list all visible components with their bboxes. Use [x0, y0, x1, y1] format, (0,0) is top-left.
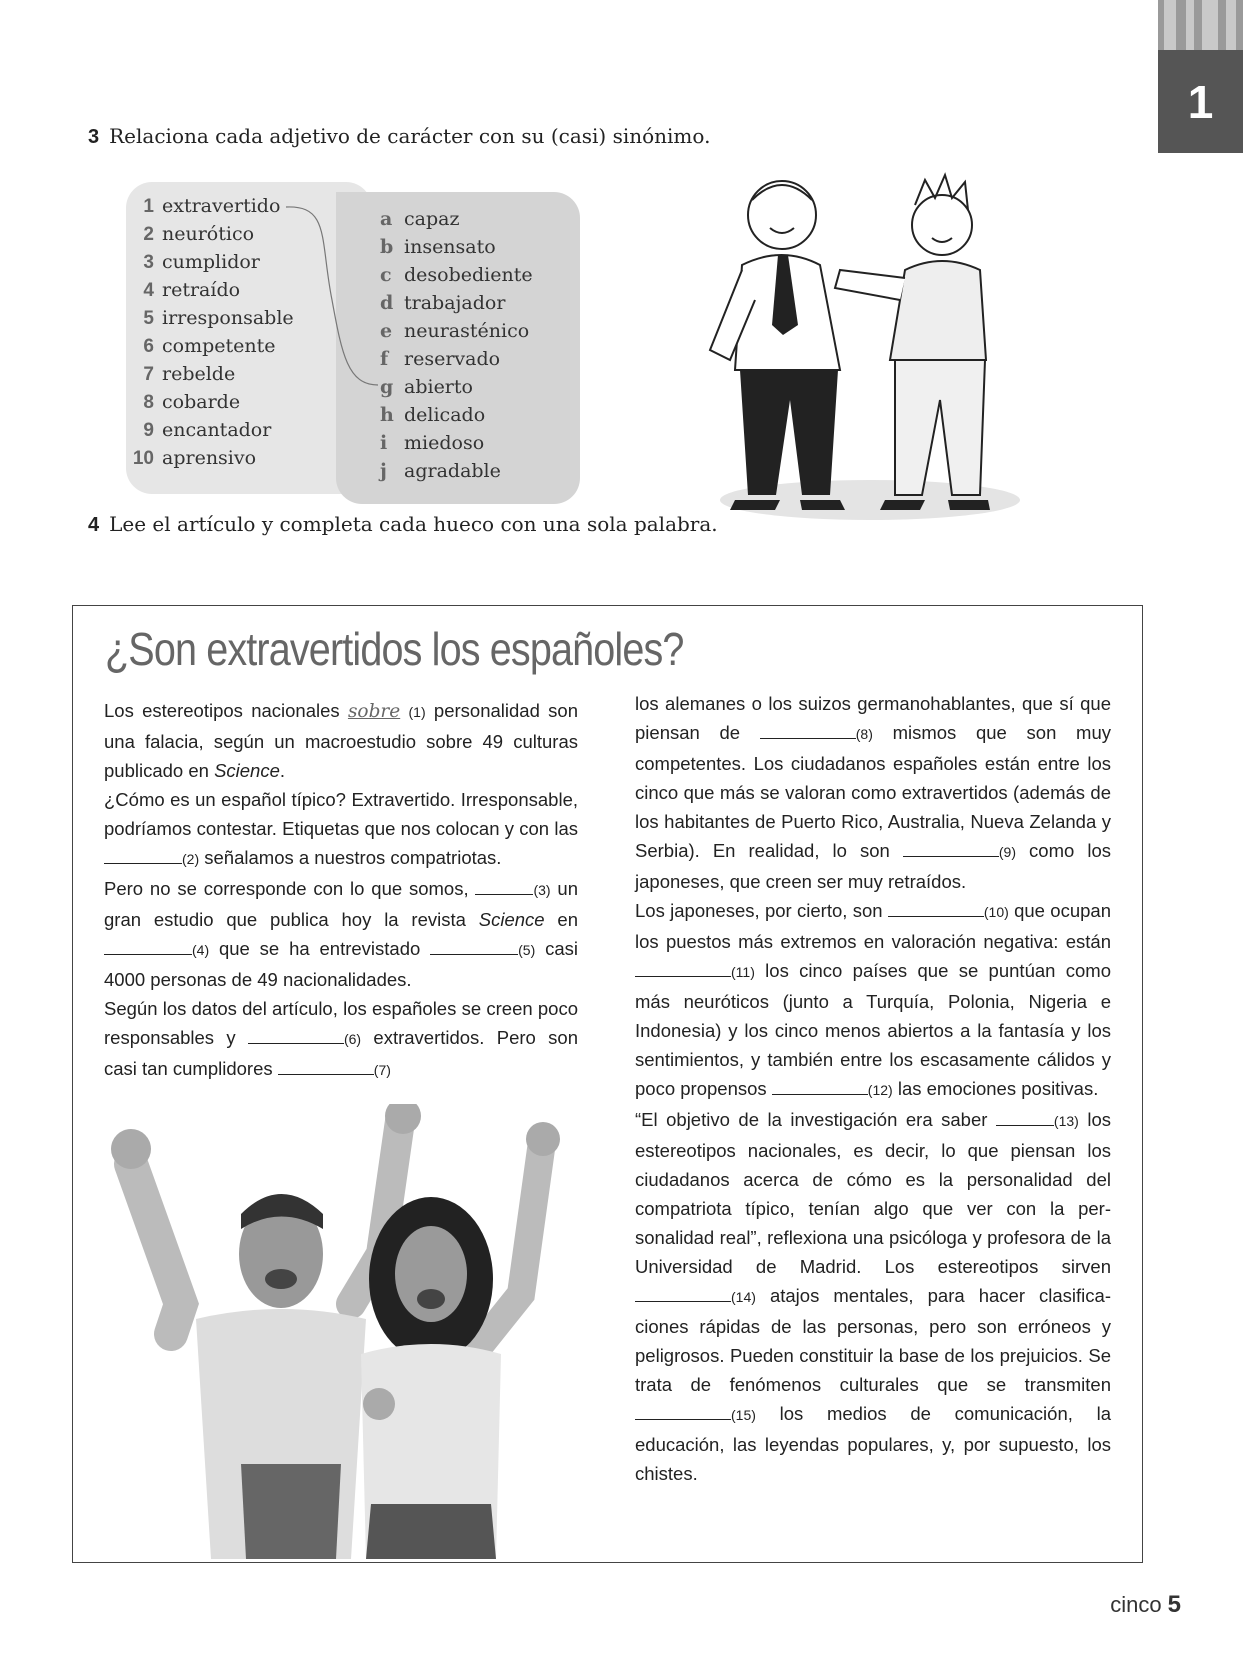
item-word: cumplidor: [162, 251, 260, 273]
item-word: agradable: [404, 460, 501, 482]
paragraph: ¿Cómo es un español típico? Extravertido. Irresponsable, podríamos contestar. Etiquetas que nos colocan y con las (2) señalamos a nuestros compatriotas.: [104, 789, 578, 868]
exercise-4-instruction: [88, 512, 718, 537]
exercise-number: 3: [88, 126, 100, 148]
item-letter: a: [380, 208, 393, 230]
item-word: cobarde: [162, 391, 241, 413]
item-letter: d: [380, 292, 394, 314]
gap-number: (10): [983, 904, 1009, 920]
item-word: aprensivo: [162, 447, 257, 469]
blank-gap[interactable]: [104, 938, 192, 955]
item-word: trabajador: [404, 292, 506, 314]
item-number: 3: [143, 252, 154, 273]
gap-number: (12): [867, 1082, 893, 1098]
paragraph: Según los datos del artículo, los españoles se creen poco responsables y (6) extravertidos. Pero son casi tan cumplidores (7): [104, 998, 579, 1079]
blank-gap[interactable]: [903, 840, 999, 857]
item-number: 7: [143, 364, 154, 385]
instruction-text: Lee el artículo y completa cada hueco con una sola palabra.: [109, 512, 718, 536]
item-letter: c: [380, 264, 392, 286]
item-letter: j: [380, 460, 387, 482]
gap-number: (11): [731, 964, 755, 980]
item-word: irresponsable: [162, 307, 294, 329]
item-number: 5: [143, 308, 154, 329]
blank-gap[interactable]: [996, 1109, 1054, 1126]
gap-number: (4): [192, 942, 210, 958]
item-number: 9: [143, 420, 154, 441]
item-number: 6: [143, 336, 154, 357]
item-word: desobediente: [404, 264, 533, 286]
item-word: competente: [162, 335, 276, 357]
item-word: reservado: [404, 348, 501, 370]
gap-number: (1): [408, 704, 426, 720]
item-word: delicado: [404, 404, 486, 426]
blank-gap[interactable]: [104, 847, 182, 864]
chapter-number: 1: [1158, 50, 1243, 153]
article-left-column: [104, 696, 578, 1085]
gap-number: (5): [518, 942, 536, 958]
paragraph: los alemanes o los suizos germanohablantes, que sí que piensan de (8) mismos que son muy competentes. Los ciudadanos españoles están entre los cinco que más se valoran como extravertidos (además de los habitantes de Puerto Rico, Australia, Nueva Zelanda y Serbia). En realidad, lo son (9) como los japoneses, que creen ser muy retraídos.: [635, 693, 1111, 892]
paragraph: Los japoneses, por cierto, son (10) que ocupan los puestos más extremos en valoración negativa: están (11) los cinco países que se puntúan como más neuróticos (junto a Turquía, Polonia, Nigeria e Indonesia) y los cinco menos abiertos a la fantasía y los sentimientos, y también entre los escasamente cálidos y poco propensos (12) las emociones positivas.: [635, 900, 1111, 1099]
blank-gap[interactable]: [772, 1078, 868, 1095]
item-word: capaz: [404, 208, 460, 230]
page-number: cinco 5: [1110, 1591, 1181, 1618]
exercise-number: 4: [88, 514, 100, 536]
blank-gap[interactable]: [475, 878, 533, 895]
article-box: [72, 605, 1143, 1563]
blank-gap[interactable]: [430, 938, 518, 955]
item-word: neurasténico: [404, 320, 530, 342]
article-title: ¿Son extravertidos los españoles?: [105, 623, 684, 675]
item-letter: f: [380, 348, 389, 370]
instruction-text: Relaciona cada adjetivo de carácter con su (casi) sinónimo.: [109, 124, 711, 148]
item-letter: g: [380, 376, 394, 398]
blank-gap[interactable]: [278, 1058, 374, 1075]
item-letter: e: [380, 320, 393, 342]
gap-number: (6): [343, 1031, 362, 1047]
gap-number: (8): [855, 726, 873, 742]
gap-number: (9): [998, 844, 1016, 860]
item-word: extravertido: [162, 195, 281, 217]
blank-gap[interactable]: [888, 900, 984, 917]
blank-gap[interactable]: [248, 1027, 344, 1044]
gap-number: (2): [182, 851, 200, 867]
cartoon-two-men-illustration: [690, 160, 1042, 546]
item-number: 4: [143, 280, 154, 301]
item-number: 1: [143, 196, 154, 217]
paragraph: “El objetivo de la investigación era saber (13) los estereotipos nacionales, es decir, lo que piensan los ciudadanos acerca de cómo es la personalidad del compatriota típico, tenían algo que ver con la personalidad real”, reflexiona una psicóloga y profesora de la Universidad de Madrid. Los estereotipos sirven (14) atajos mentales, para hacer clasificaciones rápidas de las personas, pero son erróneos y peligrosos. Pueden constituir la base de los prejuicios. Se trata de fenómenos culturales que se transmiten (15) los medios de comunicación, la educación, las leyendas populares, y, por supuesto, los chistes.: [635, 1109, 1111, 1484]
item-number: 2: [143, 224, 154, 245]
item-word: retraído: [162, 279, 241, 301]
gap-number: (3): [533, 882, 551, 898]
paragraph: Los estereotipos nacionales sobre (1) personalidad son una falacia, según un macroestudio sobre 49 culturas publicado en Science.: [104, 700, 578, 781]
item-word: encantador: [162, 419, 272, 441]
blank-gap[interactable]: [635, 1285, 731, 1302]
item-letter: h: [380, 404, 394, 426]
item-letter: b: [380, 236, 394, 258]
item-word: rebelde: [162, 363, 236, 385]
item-word: insensato: [404, 236, 496, 258]
gap-number: (13): [1053, 1113, 1079, 1129]
blank-gap[interactable]: [635, 1403, 731, 1420]
item-number: 8: [143, 392, 154, 413]
gap-number: (14): [731, 1289, 756, 1305]
article-right-column: [635, 689, 1111, 1488]
item-word: neurótico: [162, 223, 255, 245]
item-word: abierto: [404, 376, 473, 398]
gap-number: (15): [731, 1407, 756, 1423]
blank-gap[interactable]: [635, 960, 731, 977]
item-word: miedoso: [404, 432, 485, 454]
gap-number: (7): [373, 1062, 391, 1078]
blank-gap[interactable]: [760, 722, 856, 739]
item-letter: i: [380, 432, 388, 454]
paragraph: Pero no se corresponde con lo que somos, (3) un gran estudio que publica hoy la revista Science en (4) que se ha entrevistado (5) casi 4000 personas de 49 nacionalidades.: [104, 878, 578, 990]
item-number: 10: [132, 448, 154, 469]
cheering-couple-photo: [101, 1104, 581, 1559]
example-answer: sobre: [347, 701, 401, 722]
